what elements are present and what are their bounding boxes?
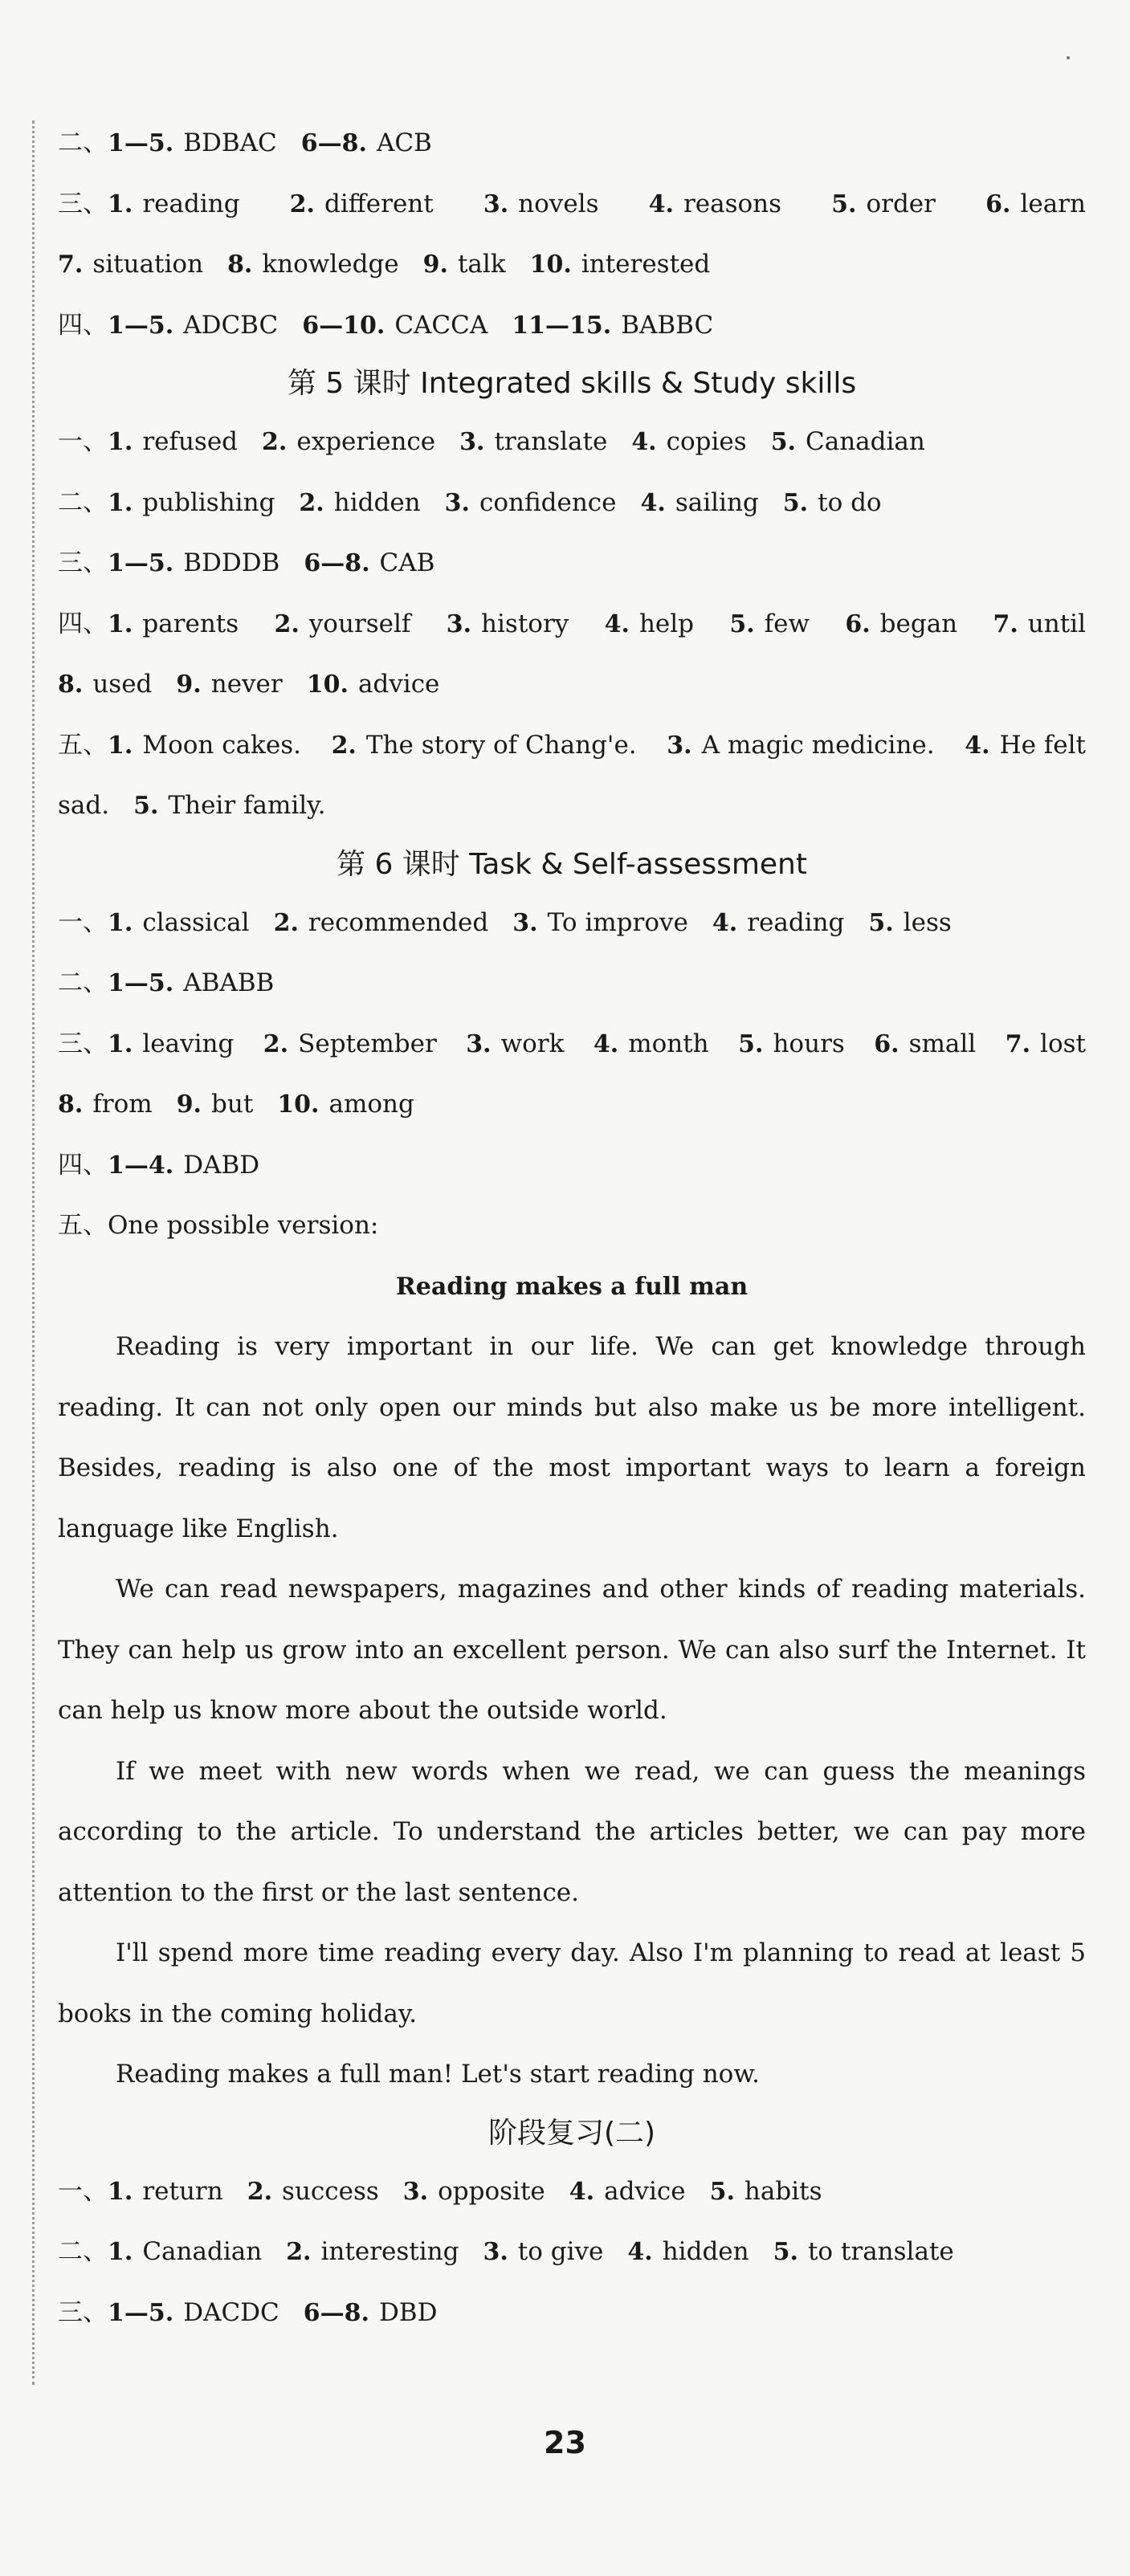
- question-number: 2.: [273, 908, 299, 937]
- answer-text: yourself: [308, 609, 411, 638]
- answer-item: [466, 1029, 564, 1059]
- answer-item: [831, 190, 936, 219]
- answer-text: To improve: [547, 907, 688, 937]
- section-label: 三、: [58, 2297, 108, 2327]
- answer-item: [58, 1151, 259, 1180]
- binding-dotted-line: [32, 120, 35, 2385]
- answer-text: Canadian: [806, 427, 925, 456]
- answer-text: DACDC: [183, 2297, 279, 2327]
- essay-paragraph: I'll spend more time reading every day. Also I'm planning to read at least 5 books in the coming holiday.: [58, 1938, 1086, 2028]
- answer-text: month: [628, 1029, 709, 1058]
- answer-item: [459, 427, 607, 457]
- answer-text: interested: [581, 250, 711, 279]
- section-label: 四、: [58, 609, 108, 638]
- answer-item: [277, 1090, 414, 1119]
- lesson-heading: 阶段复习(二): [487, 2116, 656, 2150]
- answer-text: began: [879, 609, 958, 638]
- answer-item: [274, 908, 489, 938]
- answer-text: advice: [604, 2176, 686, 2206]
- lesson-heading: 第 5 课时 Integrated skills & Study skills: [287, 367, 857, 400]
- question-number: 4.: [640, 488, 666, 517]
- answer-item: [985, 190, 1086, 219]
- question-number: 5.: [831, 190, 857, 218]
- question-number: 7.: [58, 251, 84, 279]
- answer-text: parents: [142, 609, 239, 638]
- answer-text: BDBAC: [183, 128, 277, 157]
- answer-item: [58, 2177, 223, 2207]
- question-number: 3.: [667, 731, 692, 760]
- answer-text: never: [210, 670, 283, 699]
- answer-text: lost: [1040, 1029, 1086, 1058]
- answer-text: hidden: [662, 2237, 749, 2266]
- question-number: 5.: [709, 2177, 735, 2206]
- answer-item: [58, 128, 277, 158]
- question-number: 1.: [108, 190, 133, 218]
- question-number: 1.: [108, 428, 133, 456]
- question-number: 6.: [845, 609, 871, 638]
- question-number: 1—5.: [108, 549, 174, 577]
- answer-text: success: [282, 2176, 379, 2206]
- answer-item: [227, 250, 399, 279]
- question-number: 4.: [593, 1029, 619, 1058]
- answer-item: [729, 609, 810, 639]
- question-number: 8.: [58, 1090, 84, 1119]
- answer-text: hidden: [333, 487, 421, 517]
- answer-item: [1006, 1029, 1086, 1059]
- question-number: 1.: [108, 1029, 133, 1058]
- answer-text: reasons: [683, 189, 782, 218]
- answer-line: [58, 250, 1086, 279]
- question-number: 7.: [1005, 1029, 1031, 1058]
- section-label: 一、: [58, 427, 108, 456]
- answer-item: [58, 1211, 378, 1241]
- answer-item: [58, 250, 203, 279]
- answer-item: [641, 488, 759, 518]
- lesson-heading: 第 6 课时 Task & Self-assessment: [337, 847, 807, 881]
- question-number: 10.: [529, 251, 572, 279]
- question-number: 1.: [108, 2238, 133, 2266]
- question-number: 1—5.: [108, 2298, 174, 2327]
- answer-text: CACCA: [394, 310, 488, 340]
- question-number: 3.: [444, 488, 470, 517]
- answer-line: [58, 791, 1086, 821]
- answer-item: [993, 609, 1086, 639]
- section-label: 二、: [58, 2237, 108, 2266]
- question-number: 6—8.: [300, 129, 367, 157]
- question-number: 2.: [262, 428, 288, 456]
- question-number: 1.: [108, 731, 133, 760]
- answer-item: [58, 2237, 262, 2267]
- answer-text: return: [142, 2176, 223, 2206]
- answer-item: [58, 311, 278, 340]
- question-number: 1.: [108, 488, 133, 517]
- question-number: 10.: [277, 1090, 320, 1119]
- question-number: 8.: [227, 251, 253, 279]
- answer-item: [247, 2177, 379, 2207]
- answer-item: [512, 908, 688, 938]
- answer-line: [58, 1029, 1086, 1059]
- section-label: 五、: [58, 1211, 108, 1240]
- question-number: 6.: [874, 1029, 900, 1058]
- answer-item: [58, 968, 274, 998]
- answer-item: [712, 908, 845, 938]
- answer-text: different: [324, 189, 434, 218]
- answer-text: translate: [494, 427, 608, 456]
- question-number: 1—4.: [108, 1151, 174, 1180]
- answer-text: opposite: [438, 2176, 545, 2206]
- answer-item: [58, 2298, 279, 2328]
- answer-line: [58, 2237, 1086, 2267]
- answer-item: [783, 488, 882, 518]
- question-number: 3.: [459, 428, 485, 456]
- answer-line: [58, 311, 1086, 340]
- answer-item: [631, 427, 746, 457]
- question-number: 1—5.: [108, 969, 174, 997]
- question-number: 4.: [965, 731, 990, 760]
- answer-item: [58, 609, 239, 639]
- question-number: 9.: [176, 670, 202, 699]
- question-number: 5.: [770, 428, 797, 456]
- answer-item: [710, 2177, 822, 2207]
- question-number: 2.: [263, 1029, 289, 1058]
- answer-line: [58, 128, 1086, 158]
- answer-item: [965, 731, 1086, 760]
- answer-text: copies: [666, 427, 747, 456]
- question-number: 3.: [446, 609, 472, 638]
- question-number: 4.: [712, 908, 738, 937]
- answer-text: September: [298, 1029, 437, 1058]
- page-number: 23: [544, 2425, 586, 2460]
- section-label: 一、: [58, 2176, 108, 2206]
- question-number: 10.: [306, 670, 349, 699]
- answer-text: DBD: [378, 2297, 438, 2327]
- answer-text: reading: [142, 189, 240, 218]
- answer-item: [58, 1090, 153, 1119]
- question-number: 2.: [331, 731, 357, 760]
- answer-line: [58, 731, 1086, 760]
- section-label: 四、: [58, 310, 108, 340]
- answer-line: [58, 548, 1086, 578]
- answer-text: classical: [142, 907, 250, 937]
- answer-text: situation: [92, 250, 204, 279]
- answer-item: [773, 2237, 954, 2267]
- section-label: 三、: [58, 1029, 108, 1058]
- answer-line: [58, 968, 1086, 998]
- answer-item: [58, 791, 109, 821]
- answer-text: to do: [818, 487, 882, 517]
- sample-essay: [58, 1317, 1086, 2105]
- answer-text: sad.: [58, 791, 110, 820]
- section-label: 二、: [58, 128, 108, 157]
- answer-item: [332, 731, 637, 760]
- answer-item: [263, 1029, 437, 1059]
- answer-line: [58, 488, 1086, 518]
- answer-text: Moon cakes.: [142, 730, 301, 760]
- answer-text: interesting: [320, 2237, 459, 2266]
- answer-item: [605, 609, 694, 639]
- section-label: 三、: [58, 189, 108, 218]
- essay-paragraph: Reading makes a full man! Let's start reading now.: [116, 2060, 761, 2089]
- answer-item: [667, 731, 934, 760]
- question-number: 3.: [402, 2177, 429, 2206]
- answer-text: experience: [296, 427, 436, 456]
- answer-item: [307, 670, 440, 699]
- answer-item: [176, 670, 282, 699]
- answer-item: [286, 2237, 459, 2267]
- answer-text: but: [211, 1090, 254, 1119]
- answer-text: DABD: [183, 1150, 260, 1180]
- answer-text: The story of Chang'e.: [365, 730, 637, 760]
- answer-item: [58, 1029, 234, 1059]
- question-number: 5.: [729, 609, 755, 638]
- answer-line: [58, 1211, 1086, 1241]
- answer-line: [58, 2177, 1086, 2207]
- answer-item: [445, 488, 617, 518]
- question-number: 6—10.: [302, 311, 386, 340]
- section-label: 二、: [58, 487, 108, 517]
- answer-item: [58, 488, 275, 518]
- answer-text: advice: [357, 670, 440, 699]
- answer-text: Canadian: [142, 2237, 263, 2266]
- answer-text: few: [764, 609, 810, 638]
- answer-item: [274, 609, 410, 639]
- question-number: 2.: [274, 609, 300, 638]
- answer-text: novels: [518, 189, 599, 218]
- answer-text: reading: [747, 907, 845, 937]
- answer-item: [530, 250, 711, 279]
- answer-text: among: [328, 1090, 414, 1119]
- answer-text: leaving: [142, 1029, 235, 1058]
- answer-item: [304, 2298, 438, 2328]
- essay-paragraph: If we meet with new words when we read, we can guess the meanings according to the article. To understand the articles better, we can pay more attention to the first or the last sentence.: [58, 1756, 1086, 1907]
- answer-text: order: [866, 189, 936, 218]
- question-number: 4.: [604, 609, 630, 638]
- question-number: 1.: [108, 609, 133, 638]
- answer-item: [868, 908, 951, 938]
- answer-text: talk: [457, 250, 506, 279]
- section-label: 一、: [58, 907, 108, 937]
- answer-item: [403, 2177, 545, 2207]
- answer-text: to translate: [807, 2237, 954, 2266]
- answer-item: [627, 2237, 749, 2267]
- question-number: 7.: [993, 609, 1018, 638]
- answer-item: [290, 190, 434, 219]
- answer-line: [58, 670, 1086, 699]
- answer-line: [58, 1090, 1086, 1119]
- answer-item: [58, 670, 152, 699]
- answer-text: ACB: [376, 128, 432, 157]
- answer-text: confidence: [479, 487, 617, 517]
- answer-text: recommended: [308, 907, 489, 937]
- answer-item: [569, 2177, 686, 2207]
- question-number: 5.: [782, 488, 809, 517]
- question-number: 1.: [108, 2177, 133, 2206]
- answer-line: [58, 1151, 1086, 1180]
- answer-item: [594, 1029, 709, 1059]
- answer-item: [423, 250, 506, 279]
- answer-text: work: [500, 1029, 565, 1058]
- answer-text: until: [1027, 609, 1086, 638]
- essay-paragraph: We can read newspapers, magazines and other kinds of reading materials. They can help us grow into an excellent person. We can also surf the Internet. It can help us know more about the outside world.: [58, 1575, 1086, 1725]
- essay-paragraph: Reading is very important in our life. We can get knowledge through reading. It can not only open our minds but also make us be more intelligent. Besides, reading is also one of the most important ways to learn a foreign language like English.: [58, 1332, 1086, 1543]
- question-number: 6.: [985, 190, 1011, 218]
- answer-item: [302, 311, 487, 340]
- answer-text: BDDDB: [183, 548, 280, 577]
- answer-text: help: [638, 609, 695, 638]
- answer-text: used: [92, 670, 153, 699]
- answer-line: [58, 908, 1086, 938]
- question-number: 4.: [627, 2238, 653, 2266]
- question-number: 2.: [289, 190, 315, 218]
- answer-item: [447, 609, 569, 639]
- answer-text: Their family.: [168, 791, 326, 820]
- answer-text: hours: [773, 1029, 845, 1058]
- question-number: 8.: [58, 670, 84, 699]
- question-number: 5.: [738, 1029, 764, 1058]
- answer-line: [58, 190, 1086, 219]
- answer-item: [649, 190, 781, 219]
- answer-text: habits: [744, 2176, 822, 2206]
- question-number: 9.: [422, 251, 448, 279]
- section-label: 二、: [58, 968, 108, 997]
- question-number: 1—5.: [108, 311, 174, 340]
- question-number: 6—8.: [303, 2298, 369, 2327]
- answer-item: [874, 1029, 976, 1059]
- answer-item: [58, 427, 238, 457]
- answer-item: [133, 791, 325, 821]
- question-number: 3.: [512, 908, 538, 937]
- answer-text: CAB: [379, 548, 435, 577]
- essay-title: Reading makes a full man: [395, 1272, 749, 1301]
- answer-text: publishing: [142, 487, 275, 517]
- answer-line: [58, 2298, 1086, 2328]
- answer-line: [58, 609, 1086, 639]
- answer-item: [845, 609, 957, 639]
- answer-item: [304, 548, 434, 578]
- question-number: 5.: [133, 792, 159, 820]
- answer-text: sailing: [675, 487, 759, 517]
- answer-text: A magic medicine.: [701, 730, 935, 760]
- question-number: 3.: [483, 190, 509, 218]
- scan-speck: [1067, 56, 1070, 59]
- answer-text: BABBC: [621, 310, 714, 340]
- question-number: 5.: [773, 2238, 798, 2266]
- section-label: 四、: [58, 1150, 108, 1180]
- question-number: 4.: [569, 2177, 595, 2206]
- answer-item: [483, 2237, 603, 2267]
- section-label: 五、: [58, 730, 108, 760]
- answer-text: from: [92, 1090, 153, 1119]
- answer-item: [301, 128, 432, 158]
- answer-page: [58, 128, 1086, 2358]
- answer-item: [58, 190, 240, 219]
- answer-text: ABABB: [183, 968, 275, 997]
- question-number: 2.: [247, 2177, 273, 2206]
- answer-item: [738, 1029, 845, 1059]
- answer-item: [771, 427, 925, 457]
- question-number: 2.: [286, 2238, 312, 2266]
- answer-item: [299, 488, 420, 518]
- answer-text: refused: [142, 427, 239, 456]
- answer-text: history: [481, 609, 569, 638]
- answer-item: [58, 731, 301, 760]
- answer-item: [483, 190, 599, 219]
- question-number: 3.: [466, 1029, 492, 1058]
- answer-item: [58, 908, 250, 938]
- question-number: 4.: [648, 190, 674, 218]
- answer-text: knowledge: [262, 250, 399, 279]
- answer-line: [58, 427, 1086, 457]
- answer-text: to give: [517, 2237, 604, 2266]
- question-number: 11—15.: [512, 311, 612, 340]
- answer-text: small: [908, 1029, 977, 1058]
- question-number: 9.: [176, 1090, 202, 1119]
- answer-item: [262, 427, 435, 457]
- question-number: 1—5.: [108, 129, 174, 157]
- answer-text: learn: [1020, 189, 1086, 218]
- answer-text: One possible version:: [108, 1211, 379, 1240]
- question-number: 6—8.: [304, 549, 370, 577]
- question-number: 3.: [483, 2238, 508, 2266]
- section-label: 三、: [58, 548, 108, 577]
- question-number: 1.: [108, 908, 133, 937]
- answer-text: less: [903, 907, 952, 937]
- answer-text: He felt: [999, 730, 1086, 760]
- question-number: 5.: [868, 908, 894, 937]
- question-number: 2.: [299, 488, 324, 517]
- answer-text: ADCBC: [183, 310, 279, 340]
- question-number: 4.: [631, 428, 657, 456]
- answer-item: [512, 311, 713, 340]
- answer-item: [177, 1090, 254, 1119]
- answer-item: [58, 548, 279, 578]
